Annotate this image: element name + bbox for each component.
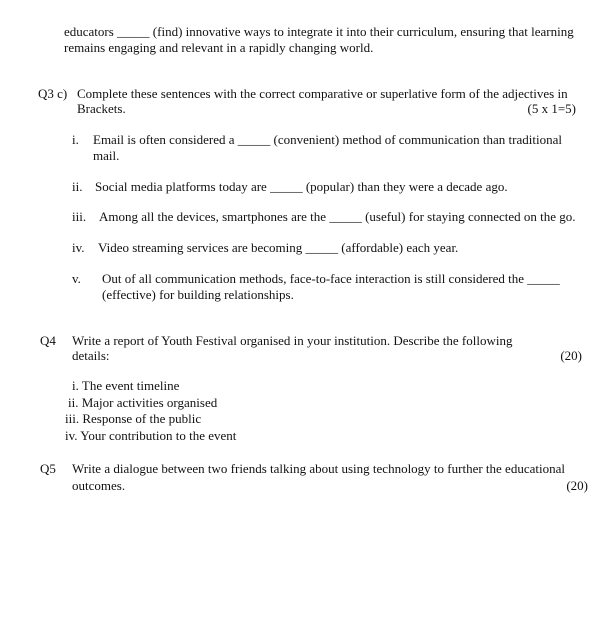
intro-line-1: educators _____ (find) innovative ways to integrate it into their curriculum, ensuring that learning bbox=[64, 24, 574, 39]
q4-list-item-4: iv. Your contribution to the event bbox=[65, 428, 237, 443]
q3-item-3-line-1: Among all the devices, smartphones are the _____ (useful) for staying connected on the go. bbox=[99, 209, 576, 224]
q4-marks: (20) bbox=[560, 348, 582, 363]
q3-item-1-line-2: mail. bbox=[93, 148, 120, 163]
q3-instruction-line-1: Complete these sentences with the correct comparative or superlative form of the adjectives in bbox=[77, 86, 568, 101]
q3-item-4-line-1: Video streaming services are becoming _____ (affordable) each year. bbox=[98, 240, 459, 255]
q3-item-5-number: v. bbox=[72, 271, 81, 286]
q4-list-item-3: iii. Response of the public bbox=[65, 411, 202, 426]
q3-item-3-number: iii. bbox=[72, 209, 87, 224]
q3-item-4-number: iv. bbox=[72, 240, 85, 255]
q5-instruction-line-2: outcomes. bbox=[72, 478, 126, 493]
q4-label: Q4 bbox=[40, 333, 56, 348]
q3-label: Q3 c) bbox=[38, 86, 68, 101]
q5-marks: (20) bbox=[566, 478, 588, 493]
q3-item-2-line-1: Social media platforms today are _____ (popular) than they were a decade ago. bbox=[95, 179, 508, 194]
q4-instruction-line-1: Write a report of Youth Festival organised in your institution. Describe the following bbox=[72, 333, 513, 348]
q3-item-5-line-2: (effective) for building relationships. bbox=[102, 287, 294, 302]
intro-line-2: remains engaging and relevant in a rapidly changing world. bbox=[64, 40, 374, 55]
q5-label: Q5 bbox=[40, 461, 56, 476]
q4-instruction-line-2: details: bbox=[72, 348, 110, 363]
q3-marks: (5 x 1=5) bbox=[527, 101, 576, 116]
q3-item-5-line-1: Out of all communication methods, face-to-face interaction is still considered the _____ bbox=[102, 271, 560, 286]
q4-list-item-1: i. The event timeline bbox=[72, 378, 180, 393]
q3-item-1-number: i. bbox=[72, 132, 79, 147]
q3-item-1-line-1: Email is often considered a _____ (convenient) method of communication than traditional bbox=[93, 132, 562, 147]
q4-list-item-2: ii. Major activities organised bbox=[68, 395, 218, 410]
q3-item-2-number: ii. bbox=[72, 179, 83, 194]
q3-instruction-line-2: Brackets. bbox=[77, 101, 126, 116]
q5-instruction-line-1: Write a dialogue between two friends talking about using technology to further the educational bbox=[72, 461, 565, 476]
